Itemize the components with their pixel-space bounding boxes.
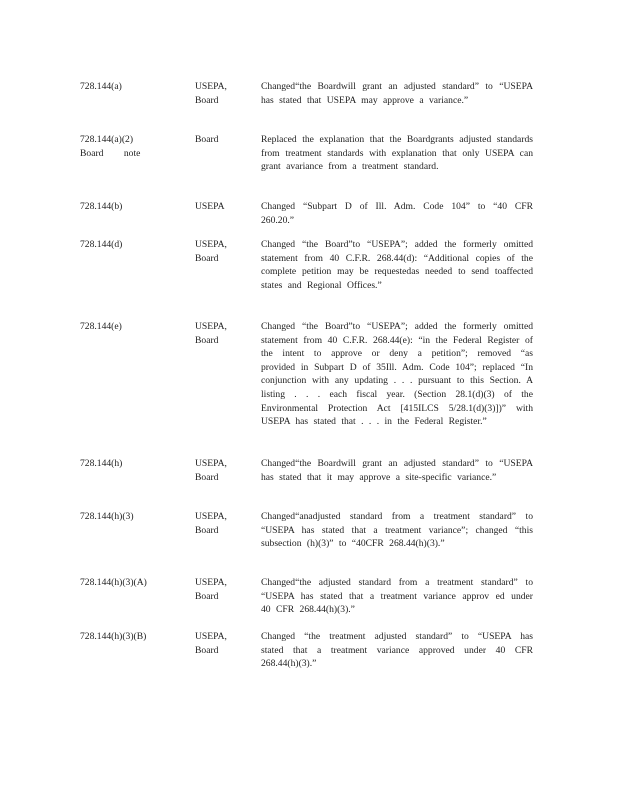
section-cell: 728.144(d) xyxy=(80,239,123,250)
source-cell: USEPA, Board xyxy=(195,511,227,536)
change-description-cell: Changed“the Boardwill grant an adjusted standard” to “USEPA has stated that USEPA may approve a variance.” xyxy=(261,81,533,106)
section-cell: 728.144(e) xyxy=(80,321,122,332)
section-cell: 728.144(a)(2) Board note xyxy=(80,134,154,159)
change-description-cell: Changed“the adjusted standard from a treatment standard” to “USEPA has stated that a treatment variance approv ed under 40 CFR 268.44(h)(3).” xyxy=(261,577,533,616)
change-description-cell: Changed “the treatment adjusted standard” to “USEPA has stated that a treatment variance approved under 40 CFR 268.44(h)(3).” xyxy=(261,631,533,670)
change-description-cell: Changed“the Boardwill grant an adjusted standard” to “USEPA has stated that it may approve a site-specific variance.” xyxy=(261,458,533,483)
source-cell: USEPA, Board xyxy=(195,631,227,656)
section-cell: 728.144(a) xyxy=(80,81,122,92)
section-cell: 728.144(h) xyxy=(80,458,123,469)
section-cell: 728.144(h)(3) xyxy=(80,511,134,522)
change-description-cell: Changed “the Board”to “USEPA”; added the formerly omitted statement from 40 C.F.R. 268.44(d): “Additional copies of the complete petition may be requestedas needed to send toaffected states and Regional Offices.” xyxy=(261,239,533,291)
source-cell: USEPA, Board xyxy=(195,81,227,106)
source-cell: USEPA, Board xyxy=(195,458,227,483)
source-cell: USEPA xyxy=(195,201,225,212)
section-cell: 728.144(b) xyxy=(80,201,123,212)
change-description-cell: Changed “Subpart D of Ill. Adm. Code 104” to “40 CFR 260.20.” xyxy=(261,201,533,226)
change-description-cell: Replaced the explanation that the Boardgrants adjusted standards from treatment standards with explanation that only USEPA can grant avariance from a treatment standard. xyxy=(261,134,533,173)
source-cell: USEPA, Board xyxy=(195,239,227,264)
section-cell: 728.144(h)(3)(B) xyxy=(80,631,147,642)
change-description-cell: Changed “the Board”to “USEPA”; added the formerly omitted statement from 40 C.F.R. 268.44(e): “in the Federal Register of the intent to approve or deny a petition”; removed “as provided in Subpart D of 35Ill. Adm. Code 104”; replaced “In conjunction with any updating . . . pursuant to this Section. A listing . . . each fiscal year. (Section 28.1(d)(3) of the Environmental Protection Act [415ILCS 5/28.1(d)(3)])” with USEPA has stated that . . . in the Federal Register.” xyxy=(261,321,533,428)
source-cell: Board xyxy=(195,134,219,145)
change-description-cell: Changed“anadjusted standard from a treatment standard” to “USEPA has stated that a treatment variance”; changed “this subsection (h)(3)” to “40CFR 268.44(h)(3).” xyxy=(261,511,533,550)
section-cell: 728.144(h)(3)(A) xyxy=(80,577,147,588)
source-cell: USEPA, Board xyxy=(195,321,227,346)
source-cell: USEPA, Board xyxy=(195,577,227,602)
